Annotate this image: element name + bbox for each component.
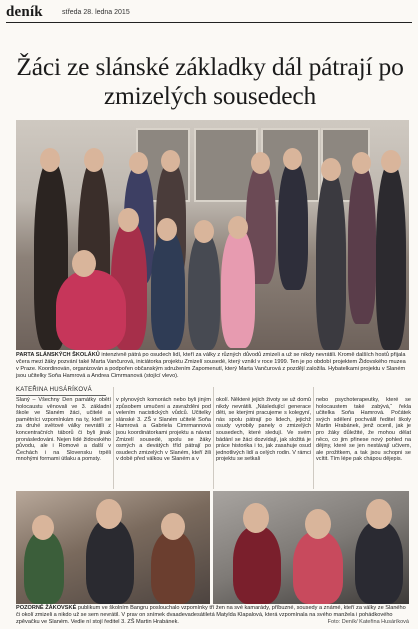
person-head [381, 150, 401, 173]
main-photo-caption [16, 352, 410, 380]
photo-credit: Foto: Deník/ Kateřina Husáríková [327, 619, 409, 625]
person-head [96, 499, 122, 529]
caption-lead: POZORNĚ ŽÁKOVSKÉ [16, 605, 77, 611]
article-column-3: okolí. Některé jejich životy se už domů nikdy nevrátili. „Následující generace děti, se kterými pracujeme s kolegyní, nás spolu pátrají po lidech, jejichž osudy vyrobily panely o zmizelých sousedech, které sledují. Ve svém bádání se žáci dozvídají, jak složitá je práce historika i to, jak zasahuje osud jednotlivých lidí a celých rodin. V rámci projektu se setkali [216, 397, 311, 463]
caption-lead: PARTA SLÁNSKÝCH ŠKOLÁKŮ [16, 352, 100, 358]
person-figure [316, 170, 346, 350]
person-figure [151, 230, 185, 350]
person-figure [56, 270, 126, 350]
caption-text: publikum ve školním Bangru poslouchalo vzpomínky tří žen na své kamarády, příbuzné, sousedy a známé, kteří za války ze Slaného či okolí zmizeli a nikdo už se sem nevrátil. V prav on snímek dvaadevadesátiletá Matylda Klapalová, která vzpomínala na svého manžela i pohádkového zpěvačku ve Slaném. Vedle ní stojí ředitel 3. ZŠ Martin Hrabánek. [16, 605, 406, 625]
article-column-1: Slaný – Všechny Den památky obětí holocaustu věnovali ve 3. základní škole ve Slaném žáci, učitelé a pamětníci vzpomínkám na ty, kteří se za druhé světové války nevrátili z koncentračních táborů či byli jinak pronásledováni. Nejen lidé židovského původu, ale i Romové a další v Čechách i na Slovensku trpěli mnohými formami útlaku a pomsty. [16, 397, 111, 463]
photo-students-audience [16, 491, 210, 604]
person-head [72, 250, 96, 277]
person-head [321, 158, 341, 181]
article-author: KATEŘINA HUSÁRÍKOVÁ [16, 387, 92, 393]
person-head [194, 220, 214, 243]
person-head [305, 509, 331, 539]
column-divider [213, 387, 214, 489]
person-figure [355, 521, 403, 604]
person-figure [86, 519, 134, 604]
person-head [161, 150, 180, 172]
person-head [118, 208, 139, 232]
person-head [243, 503, 269, 533]
person-figure [151, 531, 195, 604]
person-figure [278, 160, 308, 290]
person-figure [233, 526, 281, 604]
person-head [366, 499, 392, 529]
person-head [157, 218, 177, 241]
page-header [6, 5, 412, 22]
caption-text: intenzivně pátrá po osudech lidí, kteří za války z různých důvodů zmizeli a už se nikdy nevrátili. Kromě dalších hostů přijala včera mezi žáky pozvání také Marta Vančurová, iniciátorka projektu Zmizelí sousedé, který vznikl v roce 1999. Ten je po období projektem Židovského muzea v Praze. Koordinován, organizován a podpořen občanským sdružením Zapomenutí, který Marta Vančurová z pozdějí založila. Hybatelkami projektu v Slaném jsou učitelky Soňa Hamrová a Andrea Cimrmanová (stojící vlevo). [16, 352, 406, 379]
person-figure [24, 531, 64, 604]
person-figure [376, 162, 406, 350]
author-rule [16, 395, 106, 396]
person-head [228, 216, 248, 239]
person-head [352, 152, 371, 174]
issue-date: středa 28. ledna 2015 [62, 9, 130, 16]
person-figure [348, 164, 376, 324]
person-head [283, 148, 302, 170]
column-divider [313, 387, 314, 489]
header-rule [6, 22, 412, 23]
person-head [251, 152, 270, 174]
person-figure [293, 531, 343, 604]
person-head [161, 513, 185, 540]
column-divider [113, 387, 114, 489]
person-figure [221, 228, 255, 348]
person-figure [188, 232, 220, 350]
article-column-2: v plynových komorách nebo byli jiným způsobem umučeni a zavražděni pod velením nacistických vůdců. Učitelky slánské 3. ZŠ v Slaném učitelé Soňa Hamrová a Gabriela Cimrmannová jsou koordinátorkami projektu a návrat Zmizelí sousedé, spolu se žáky osmých a devátých tříd pátrají po osudech zmizelých v Slaném, kteří žili v době před válkou ve Slaném a v [116, 397, 211, 463]
article-headline: Žáci ze slánské základky dál pátrají po zmizelých sousedech [16, 52, 404, 110]
person-head [84, 148, 104, 172]
main-photo-group-portrait [16, 120, 409, 350]
photo-speakers [213, 491, 409, 604]
person-head [129, 152, 148, 174]
article-column-4: nebo psychoterapeutky, které se holocaustem také zabývá,“ řekla učitelka Soňa Hamrová. Počátek svých sdělení pochválil ředitel školy Martin Hrabánek, jenž ocenil, jak je pro žáky důležité, že mohou dělat něco, co jim přinese nový pohled na dějiny, které se jen nestávají učivem, ale prožitkem, a tak jsou schopni se vcítit. Tím lépe pak chápou dějepis. [316, 397, 411, 463]
person-head [40, 148, 60, 172]
person-head [32, 515, 54, 540]
masthead-logo: deník [6, 4, 43, 20]
